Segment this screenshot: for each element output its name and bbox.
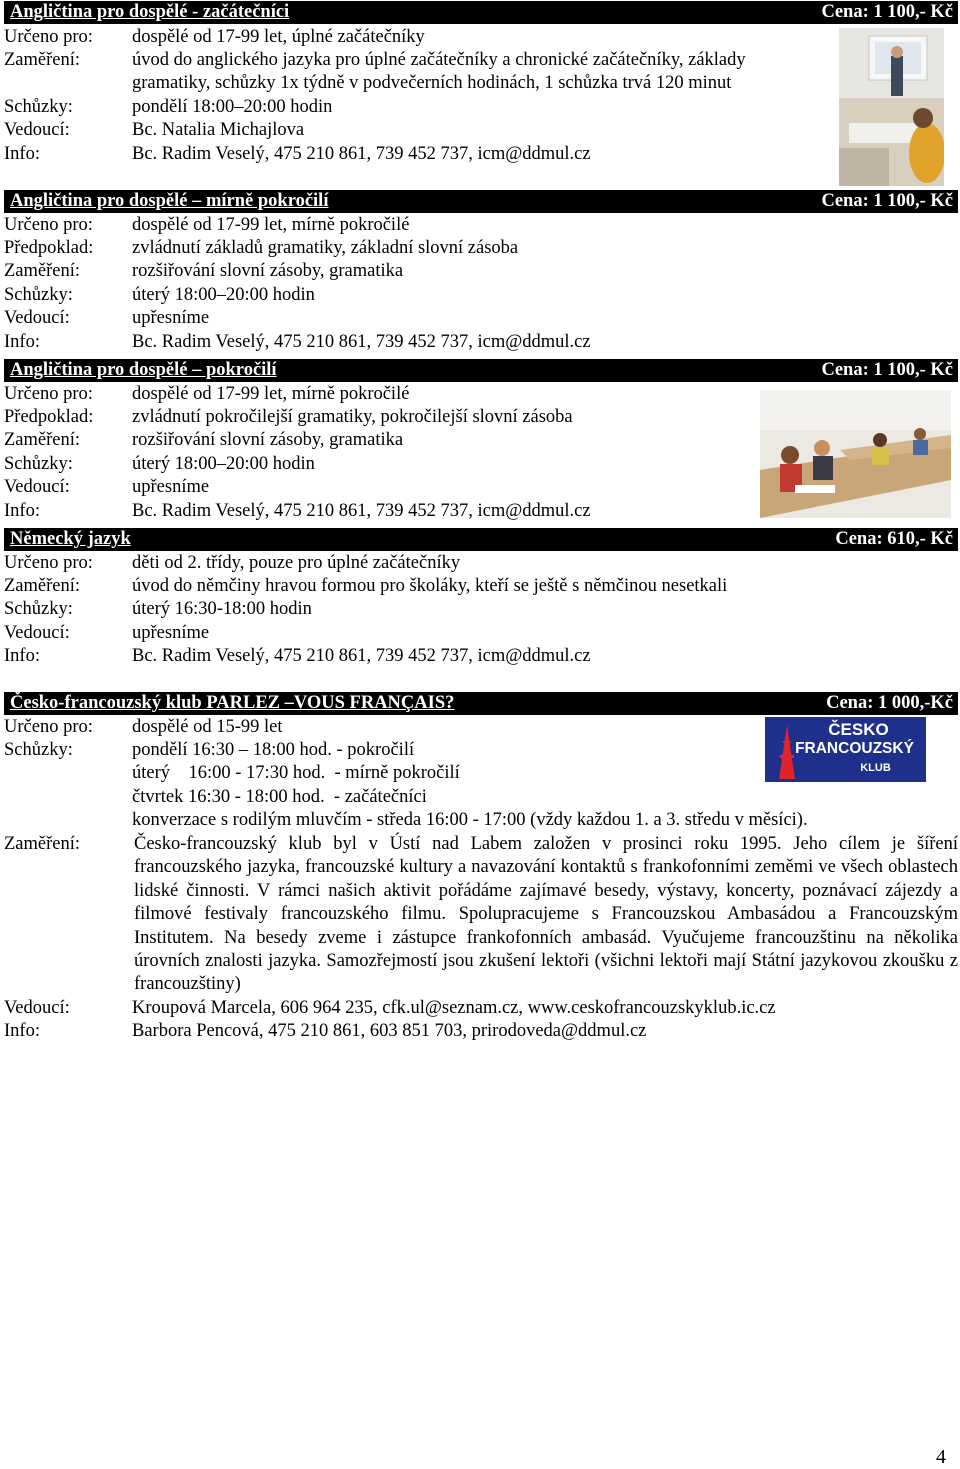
value-schuzky: úterý 18:00–20:00 hodin xyxy=(132,454,315,474)
label-zamereni: Zaměření: xyxy=(4,261,81,281)
label-schuzky: Schůzky: xyxy=(4,740,73,760)
price: Cena: 1 000,-Kč xyxy=(826,693,953,713)
label-info: Info: xyxy=(4,646,40,666)
value-schuzky: pondělí 18:00–20:00 hodin xyxy=(132,97,333,117)
value-zamereni-line2: gramatiky, schůzky 1x týdně v podvečerních hodinách, 1 schůzka trvá 120 minut xyxy=(132,73,732,93)
value-schuzky-line4: konverzace s rodilým mluvčím - středa 16:00 - 17:00 (vždy každou 1. a 3. středu v měsíci). xyxy=(132,810,808,830)
page-number: 4 xyxy=(936,1446,946,1468)
section-title: Angličtina pro dospělé – pokročilí xyxy=(10,360,277,380)
label-schuzky: Schůzky: xyxy=(4,599,73,619)
label-info: Info: xyxy=(4,501,40,521)
value-info: Bc. Radim Veselý, 475 210 861, 739 452 737, icm@ddmul.cz xyxy=(132,646,591,666)
label-vedouci: Vedoucí: xyxy=(4,998,70,1018)
value-zamereni-paragraph: Česko-francouzský klub byl v Ústí nad Labem založen v prosinci roku 1995. Jeho cílem je šíření francouzského jazyka, francouzské kultury a navazování kontaktů s frankofonními zeměmi ve všech oblastech lidské činnosti. V rámci našich aktivit pořádáme zajímavé besedy, výstavy, koncerty, poznávací zájezdy a filmové festivaly francouzského filmu. Spolupracujeme s Francouzskou Ambasádou a Francouzským Institutem. Na besedy zveme i zástupce frankofonních ambasád. Vyučujeme francouzštinu na několika úrovních znalosti jazyka. Samozřejmostí jsou zkušení lektoři (všichni lektoři mají Státní jazykovou zkoušku z francouzštiny) xyxy=(134,834,958,995)
section-header-german xyxy=(4,528,958,551)
label-info: Info: xyxy=(4,144,40,164)
label-zamereni: Zaměření: xyxy=(4,430,81,450)
label-vedouci: Vedoucí: xyxy=(4,120,70,140)
label-urceno: Určeno pro: xyxy=(4,553,93,573)
value-schuzky-line2: úterý 16:00 - 17:30 hod. - mírně pokročilí xyxy=(132,763,460,783)
label-predpoklad: Předpoklad: xyxy=(4,407,94,427)
section-header-french-club xyxy=(4,692,958,715)
value-info: Barbora Pencová, 475 210 861, 603 851 703, prirodoveda@ddmul.cz xyxy=(132,1021,647,1041)
label-urceno: Určeno pro: xyxy=(4,717,93,737)
label-urceno: Určeno pro: xyxy=(4,27,93,47)
value-predpoklad: zvládnutí základů gramatiky, základní slovní zásoba xyxy=(132,238,519,258)
section-header-english-intermediate xyxy=(4,190,958,213)
logo-line-cesko: ČESKO xyxy=(828,720,889,739)
value-zamereni-line1: úvod do anglického jazyka pro úplné začátečníky a chronické začátečníky, základy xyxy=(132,50,746,70)
value-vedouci: upřesníme xyxy=(132,308,210,328)
label-info: Info: xyxy=(4,332,40,352)
value-zamereni: rozšiřování slovní zásoby, gramatika xyxy=(132,430,404,450)
section-title: Angličtina pro dospělé – mírně pokročilí xyxy=(10,191,329,211)
section-header-english-beginners xyxy=(4,1,958,24)
value-schuzky-line1: pondělí 16:30 – 18:00 hod. - pokročilí xyxy=(132,740,415,760)
label-schuzky: Schůzky: xyxy=(4,454,73,474)
label-urceno: Určeno pro: xyxy=(4,384,93,404)
label-schuzky: Schůzky: xyxy=(4,97,73,117)
value-schuzky-line3: čtvrtek 16:30 - 18:00 hod. - začátečníci xyxy=(132,787,427,807)
price: Cena: 1 100,- Kč xyxy=(821,360,953,380)
section-title: Česko-francouzský klub PARLEZ –VOUS FRANÇAIS? xyxy=(10,693,455,713)
value-schuzky: úterý 18:00–20:00 hodin xyxy=(132,285,315,305)
label-urceno: Určeno pro: xyxy=(4,215,93,235)
value-info: Bc. Radim Veselý, 475 210 861, 739 452 737, icm@ddmul.cz xyxy=(132,332,591,352)
value-zamereni: rozšiřování slovní zásoby, gramatika xyxy=(132,261,404,281)
value-zamereni: úvod do němčiny hravou formou pro školáky, kteří se ještě s němčinou nesetkali xyxy=(132,576,728,596)
classroom-photo xyxy=(839,28,944,186)
price: Cena: 1 100,- Kč xyxy=(821,2,953,22)
value-predpoklad: zvládnutí pokročilejší gramatiky, pokročilejší slovní zásoba xyxy=(132,407,573,427)
value-vedouci: Bc. Natalia Michajlova xyxy=(132,120,305,140)
value-info: Bc. Radim Veselý, 475 210 861, 739 452 737, icm@ddmul.cz xyxy=(132,501,591,521)
cesko-francouzsky-klub-logo xyxy=(765,717,926,782)
label-vedouci: Vedoucí: xyxy=(4,308,70,328)
label-vedouci: Vedoucí: xyxy=(4,623,70,643)
logo-line-francouzsky: FRANCOUZSKÝ xyxy=(795,740,914,757)
value-urceno: dospělé od 17-99 let, mírně pokročilé xyxy=(132,384,410,404)
value-urceno: dospělé od 17-99 let, úplné začátečníky xyxy=(132,27,425,47)
section-title: Německý jazyk xyxy=(10,529,131,549)
class-photo xyxy=(760,390,951,518)
label-schuzky: Schůzky: xyxy=(4,285,73,305)
price: Cena: 1 100,- Kč xyxy=(821,191,953,211)
label-zamereni: Zaměření: xyxy=(4,576,81,596)
value-vedouci: Kroupová Marcela, 606 964 235, cfk.ul@seznam.cz, www.ceskofrancouzskyklub.ic.cz xyxy=(132,998,776,1018)
value-vedouci: upřesníme xyxy=(132,477,210,497)
value-urceno: děti od 2. třídy, pouze pro úplné začátečníky xyxy=(132,553,461,573)
value-info: Bc. Radim Veselý, 475 210 861, 739 452 737, icm@ddmul.cz xyxy=(132,144,591,164)
section-title: Angličtina pro dospělé - začátečníci xyxy=(10,2,290,22)
label-zamereni: Zaměření: xyxy=(4,834,81,854)
logo-line-klub: KLUB xyxy=(860,762,891,774)
value-vedouci: upřesníme xyxy=(132,623,210,643)
label-predpoklad: Předpoklad: xyxy=(4,238,94,258)
value-urceno: dospělé od 15-99 let xyxy=(132,717,283,737)
value-urceno: dospělé od 17-99 let, mírně pokročilé xyxy=(132,215,410,235)
price: Cena: 610,- Kč xyxy=(835,529,953,549)
label-vedouci: Vedoucí: xyxy=(4,477,70,497)
label-info: Info: xyxy=(4,1021,40,1041)
label-zamereni: Zaměření: xyxy=(4,50,81,70)
section-header-english-advanced xyxy=(4,359,958,382)
value-schuzky: úterý 16:30-18:00 hodin xyxy=(132,599,312,619)
